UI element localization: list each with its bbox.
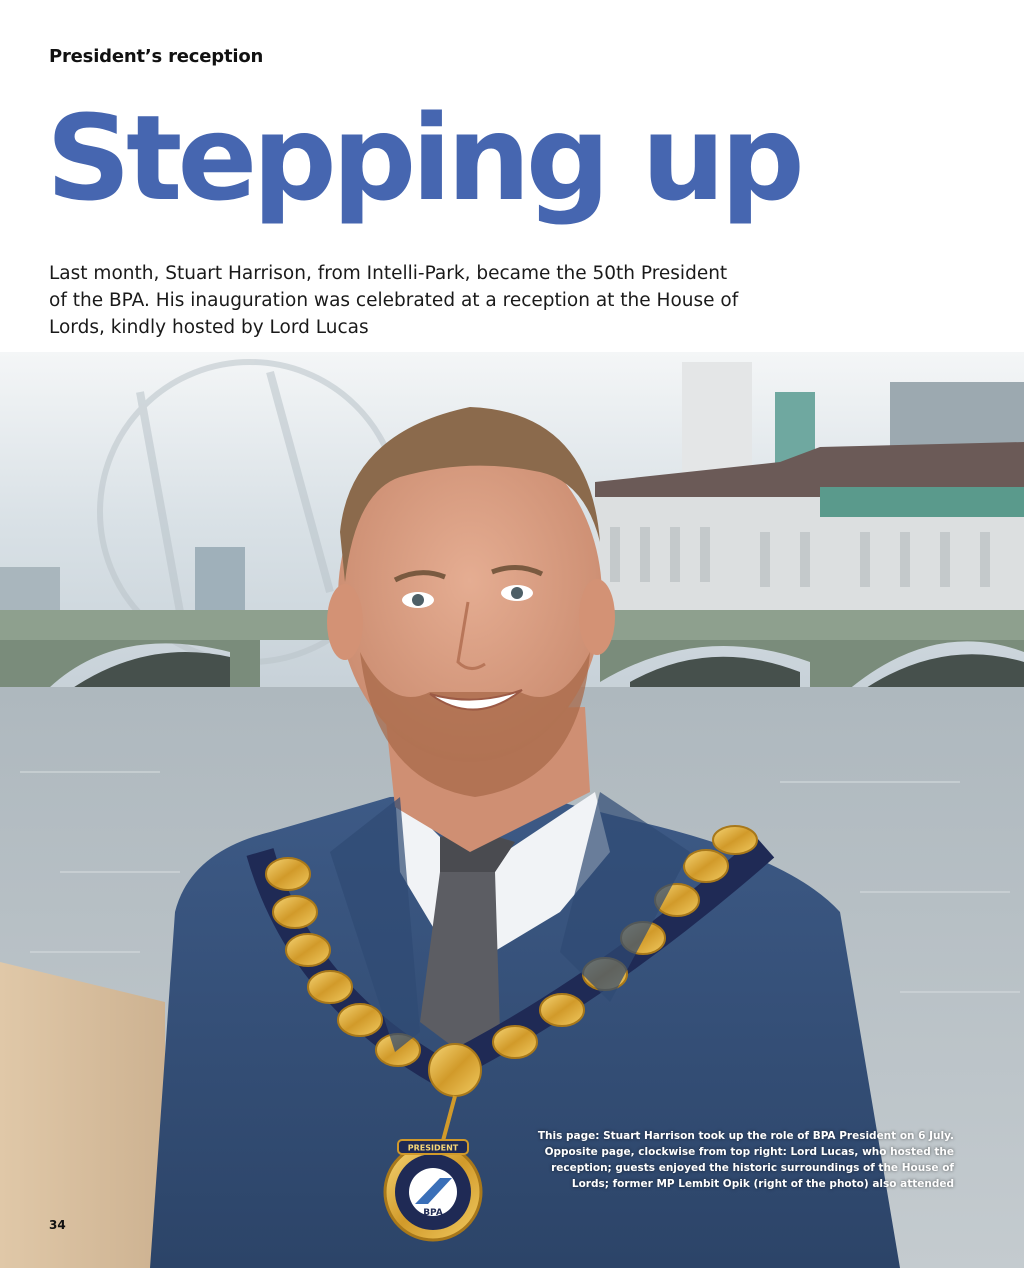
photo-caption: This page: Stuart Harrison took up the role of BPA President on 6 July. Opposite page, clockwise from top right: Lord Lucas, who hosted the reception; guests enjoyed the historic surroundings of the House of Lords; former MP Lembit Opik (right of the photo) also attended — [537, 1130, 954, 1190]
medallion-label: PRESIDENT — [407, 1143, 459, 1153]
distant-building — [0, 567, 60, 612]
standfirst: Last month, Stuart Harrison, from Intelli-Park, became the 50th President of the BPA. His inauguration was celebrated at a reception at the House of Lords, kindly hosted by Lord Lucas — [49, 263, 739, 338]
headline: Stepping up — [46, 89, 800, 227]
distant-building — [195, 547, 245, 612]
medallion-logo: BPA — [423, 1208, 443, 1218]
ear-left — [327, 584, 363, 660]
stone-balustrade — [0, 962, 165, 1268]
ear-right — [579, 579, 615, 655]
section-label: President’s reception — [49, 46, 264, 67]
page-number: 34 — [49, 1218, 66, 1232]
tower-building — [682, 362, 752, 482]
glass-building — [890, 382, 1024, 452]
